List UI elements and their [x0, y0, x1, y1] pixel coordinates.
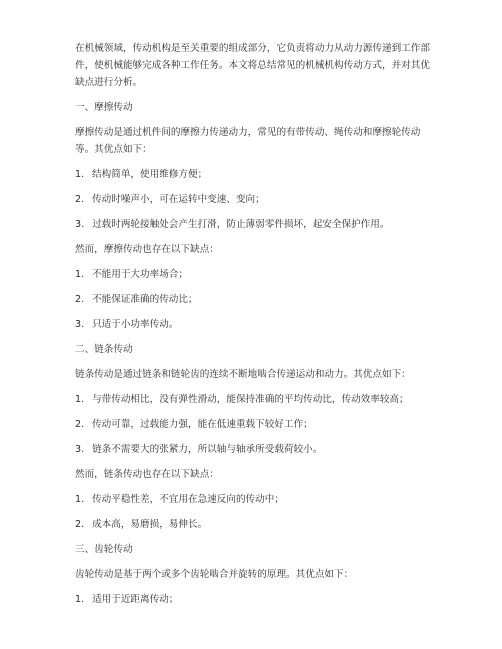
list-item-text: 传动平稳性差，不宜用在急速反向的传动中；: [92, 494, 284, 505]
list-item-number: 3.: [75, 319, 85, 330]
list-item-text: 结构简单，使用维修方便；: [92, 169, 208, 180]
list-item: [75, 391, 435, 408]
list-item-number: 2.: [75, 519, 85, 530]
section-description: 链条传动是通过链条和链轮齿的连续不断地啮合传递运动和动力。其优点如下：: [75, 369, 411, 380]
list-item-text: 传动时噪声小，可在运转中变速、变向；: [92, 194, 265, 205]
section-heading: 三、齿轮传动: [75, 544, 133, 555]
list-item-number: 2.: [75, 194, 85, 205]
list-item-text: 过载时两轮接触处会产生打滑，防止薄弱零件损坏，起安全保护作用。: [92, 219, 390, 230]
list-item-number: 1.: [75, 269, 85, 280]
section-heading: 一、摩擦传动: [75, 102, 133, 113]
list-item: [75, 316, 435, 333]
list-item-number: 3.: [75, 219, 85, 230]
list-item-number: 1.: [75, 594, 85, 605]
list-item: [75, 266, 435, 283]
list-item-text: 不能保证准确的传动比；: [92, 294, 198, 305]
disadvantage-intro: 然而，摩擦传动也存在以下缺点：: [75, 244, 219, 255]
disadvantage-intro: 然而，链条传动也存在以下缺点：: [75, 469, 219, 480]
list-item-number: 2.: [75, 419, 85, 430]
list-item-number: 1.: [75, 169, 85, 180]
section-description: 摩擦传动是通过机件间的摩擦力传递动力，常见的有带传动、绳传动和摩擦轮传动等。其优点如下：: [75, 127, 421, 155]
intro-paragraph: 在机械领域，传动机构是至关重要的组成部分，它负责将动力从动力源传递到工作部件，使机械能够完成各种工作任务。本文将总结常见的机械机构传动方式，并对其优缺点进行分析。: [75, 43, 430, 88]
list-item: [75, 591, 435, 608]
list-item-number: 3.: [75, 444, 85, 455]
list-item: [75, 416, 435, 433]
section-heading: 二、链条传动: [75, 344, 133, 355]
list-item-text: 链条不需要大的张紧力，所以轴与轴承所受载荷较小。: [92, 444, 323, 455]
list-item: [75, 291, 435, 308]
list-item-text: 成本高，易磨损，易伸长。: [92, 519, 208, 530]
list-item: [75, 441, 435, 458]
section-description: 齿轮传动是基于两个或多个齿轮啮合并旋转的原理。其优点如下：: [75, 569, 354, 580]
list-item: [75, 166, 435, 183]
list-item-text: 适用于近距离传动；: [92, 594, 179, 605]
list-item: [75, 191, 435, 208]
list-item-number: 1.: [75, 494, 85, 505]
list-item: [75, 216, 435, 233]
list-item: [75, 516, 435, 533]
list-item: [75, 491, 435, 508]
list-item-text: 不能用于大功率场合；: [92, 269, 188, 280]
document-body: [75, 40, 435, 616]
list-item-text: 只适于小功率传动。: [92, 319, 179, 330]
list-item-text: 传动可靠，过载能力强，能在低速重载下较好工作；: [92, 419, 313, 430]
list-item-number: 1.: [75, 394, 85, 405]
list-item-text: 与带传动相比，没有弹性滑动，能保持准确的平均传动比，传动效率较高；: [92, 394, 409, 405]
list-item-number: 2.: [75, 294, 85, 305]
